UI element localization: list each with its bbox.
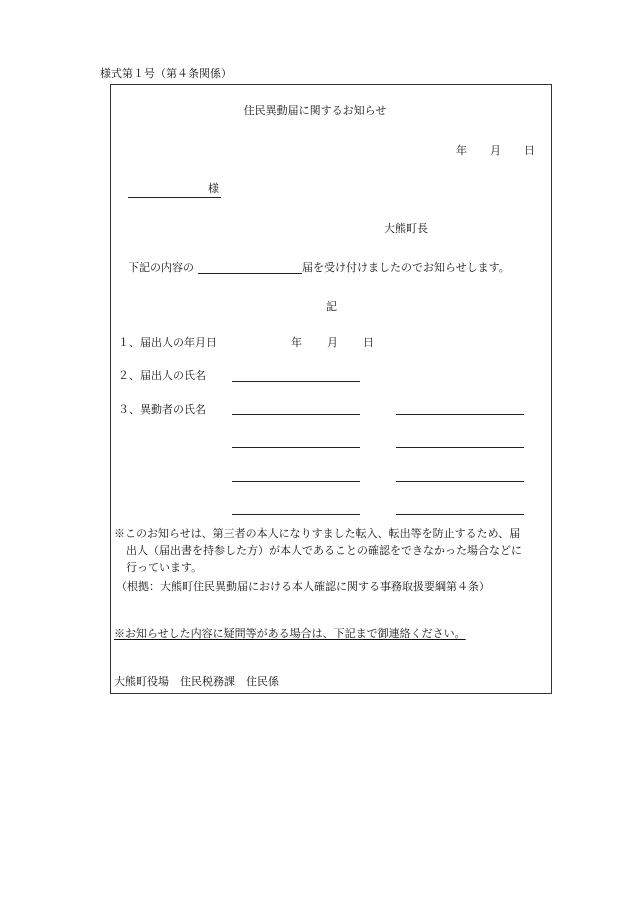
item-movers-name-label: ３、異動者の氏名 xyxy=(118,403,206,416)
date-month-label: 月 xyxy=(490,144,501,157)
notice-type-blank-line xyxy=(198,273,302,274)
note-basis: （根拠：大熊町住民異動届における本人確認に関する事務取扱要綱第４条） xyxy=(116,580,490,593)
item-birth-month: 月 xyxy=(327,336,338,349)
mover-name-line xyxy=(232,514,360,515)
office-footer: 大熊町役場 住民税務課 住民係 xyxy=(114,675,279,688)
item-notifier-name-label: ２、届出人の氏名 xyxy=(118,369,206,382)
notifier-name-line xyxy=(232,381,360,382)
issuer-name: 大熊町長 xyxy=(384,222,428,235)
item-birth-year: 年 xyxy=(291,336,302,349)
contact-note: ※お知らせした内容に疑問等がある場合は、下記まで御連絡ください。 xyxy=(114,627,466,640)
date-year-label: 年 xyxy=(456,144,467,157)
date-day-label: 日 xyxy=(524,144,535,157)
addressee-name-line xyxy=(128,197,221,198)
mover-name-line xyxy=(232,447,360,448)
mover-name-line xyxy=(232,481,360,482)
item-birth-date-label: １、届出人の年月日 xyxy=(118,336,217,349)
document-title: 住民異動届に関するお知らせ xyxy=(243,104,387,117)
mover-name-line xyxy=(232,414,360,415)
mover-name-line xyxy=(396,447,524,448)
mover-name-line xyxy=(396,414,524,415)
note-line-1: ※このお知らせは、第三者の本人になりすました転入、転出等を防止するため、届 xyxy=(114,527,521,540)
mover-name-line xyxy=(396,514,524,515)
note-line-3: 行っています。 xyxy=(126,561,203,574)
addressee-suffix: 様 xyxy=(208,182,219,195)
notice-text-before: 下記の内容の xyxy=(128,261,194,274)
ki-heading: 記 xyxy=(326,300,337,313)
notice-frame xyxy=(110,84,552,694)
form-number-label: 様式第１号（第４条関係） xyxy=(100,67,232,80)
note-line-2: 出人（届出書を持参した方）が本人であることの確認をできなかった場合などに xyxy=(126,544,522,557)
item-birth-day: 日 xyxy=(363,336,374,349)
notice-text-after: 届を受け付けましたのでお知らせします。 xyxy=(302,261,510,274)
mover-name-line xyxy=(396,481,524,482)
